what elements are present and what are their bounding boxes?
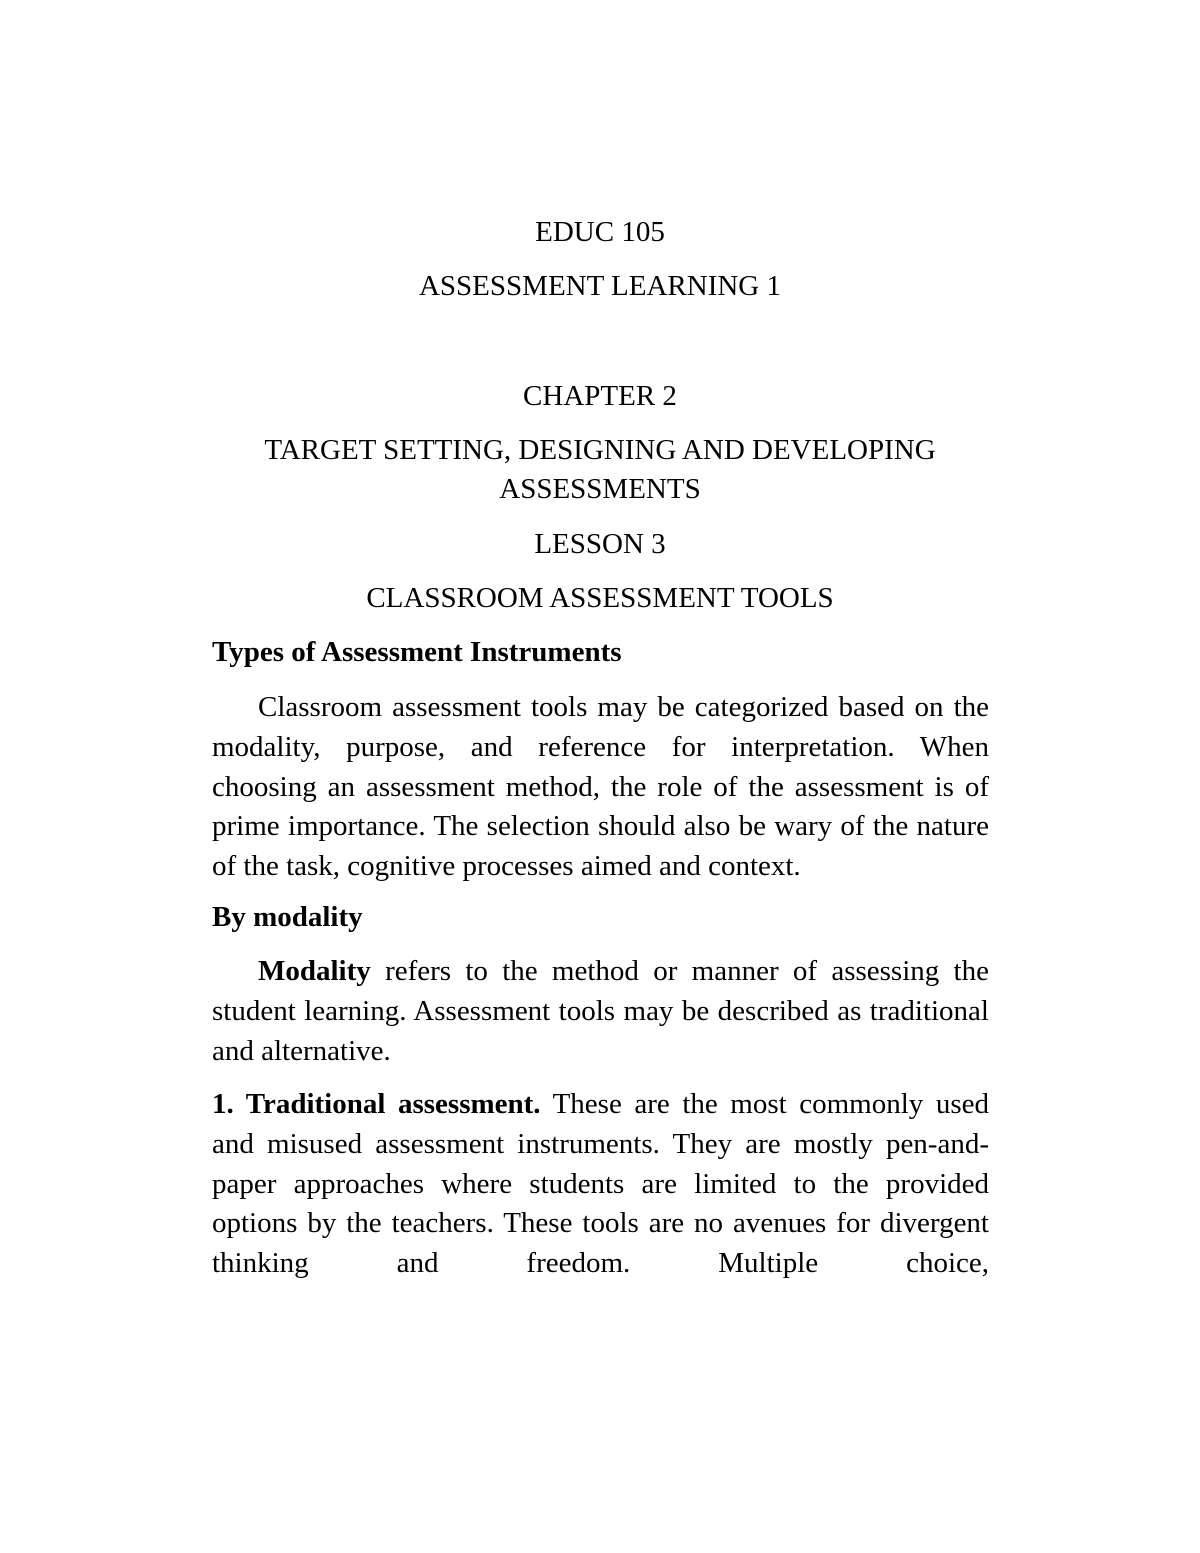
traditional-assessment-paragraph [212, 1085, 989, 1284]
section-heading-types: Types of Assessment Instruments [212, 636, 622, 668]
chapter-title-line-1: TARGET SETTING, DESIGNING AND DEVELOPING [264, 434, 936, 466]
traditional-assessment-text: These are the most commonly used and misused assessment instruments. They are mostly pen-and-paper approaches where students are limited to the provided options by the teachers. These tools are no avenues for divergent thinking and freedom. Multiple choice, [212, 1088, 990, 1280]
chapter-title-line-2: ASSESSMENTS [499, 473, 701, 505]
lesson-label: LESSON 3 [534, 528, 666, 560]
course-title: ASSESSMENT LEARNING 1 [418, 270, 781, 302]
intro-paragraph: Classroom assessment tools may be categorized based on the modality, purpose, and reference for interpretation. When choosing an assessment method, the role of the assessment is of prime importance. The selection should also be wary of the nature of the task, cognitive processes aimed and context. [212, 691, 989, 883]
chapter-label: CHAPTER 2 [523, 380, 677, 412]
modality-paragraph [212, 952, 989, 1071]
course-code: EDUC 105 [535, 216, 665, 248]
modality-definition: refers to the method or manner of assessing the student learning. Assessment tools may be described as traditional and alternative. [212, 955, 989, 1067]
modality-term: Modality [258, 955, 371, 987]
lesson-title: CLASSROOM ASSESSMENT TOOLS [366, 582, 834, 614]
traditional-assessment-term: 1. Traditional assessment. [212, 1088, 541, 1120]
section-heading-modality: By modality [212, 901, 363, 933]
